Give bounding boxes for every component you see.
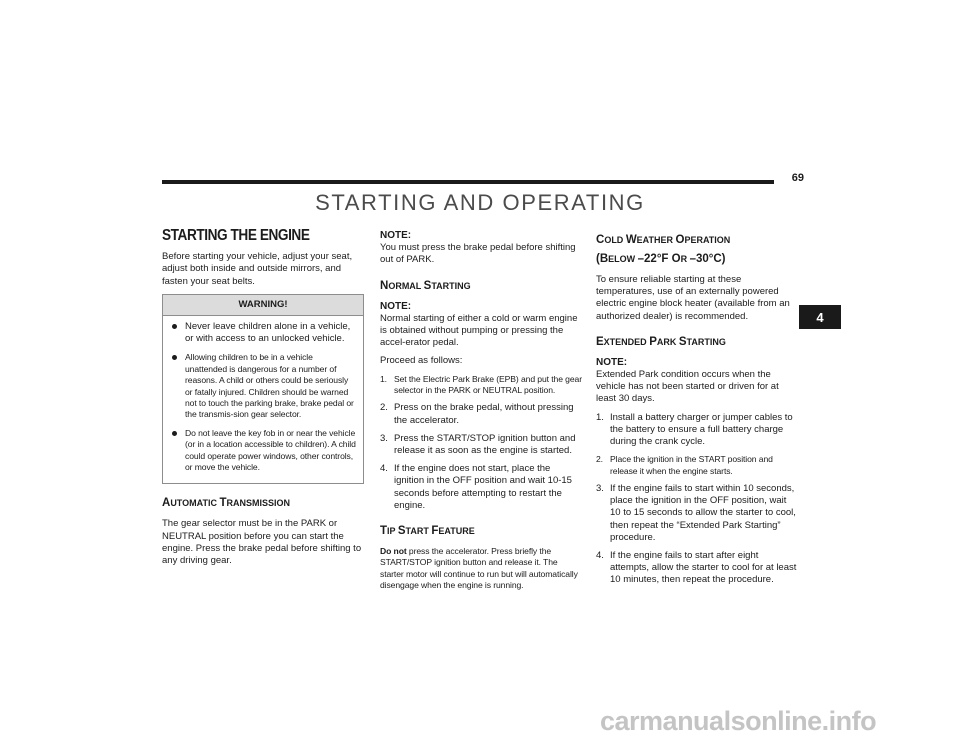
tip-start-text: Do not press the accelerator. Press briefly the START/STOP ignition button and release it. The starter motor will continue to run but will automatically disengage when the engine is running. [380, 546, 578, 591]
subheading-tip-start: TIP START FEATURE [380, 525, 475, 538]
header-rule [162, 180, 774, 184]
extended-park-steps [596, 412, 798, 587]
chapter-title: STARTING AND OPERATING [315, 190, 645, 215]
note-label: NOTE: [380, 230, 412, 241]
list-item: 1. Install a battery charger or jumper cables to the battery to ensure a full battery charge during the crank cycle. [596, 411, 793, 448]
bullet-icon [172, 324, 177, 329]
page-number: 69 [791, 172, 804, 184]
section-heading-starting-engine: STARTING THE ENGINE [162, 227, 310, 244]
subheading-cold-weather: COLD WEATHER OPERATION [596, 234, 731, 246]
note-label: NOTE: [596, 356, 628, 368]
warning-item: Do not leave the key fob in or near the vehicle (or in a location accessible to children). A child could operate power windows, other controls, or move the vehicle. [169, 428, 357, 474]
column-1 [162, 227, 364, 573]
subheading-automatic-transmission: AUTOMATIC TRANSMISSION [162, 497, 291, 510]
list-item: 3. Press the START/STOP ignition button and release it as soon as the engine is started. [380, 432, 576, 457]
note-label: NOTE: [380, 300, 412, 312]
column-3 [596, 230, 798, 593]
list-item: 4. If the engine fails to start after eight attempts, allow the starter to cool for at least 10 minutes, then repeat the procedure. [596, 550, 797, 586]
bullet-icon [172, 355, 177, 360]
note-normal-starting: NOTE: Normal starting of either a cold or warm engine is obtained without pumping or pressing the accel-erator pedal. [380, 301, 582, 350]
list-item: 2. Press on the brake pedal, without pressing the accelerator. [380, 402, 574, 426]
note-shift-park: NOTE: You must press the brake pedal before shifting out of PARK. [380, 230, 582, 267]
warning-list [163, 316, 363, 483]
cold-weather-text: To ensure reliable starting at these temperatures, use of an externally powered electric engine block heater (available from an authorized dealer) is recommended. [596, 274, 790, 322]
list-item: 1. Set the Electric Park Brake (EPB) and put the gear selector in the PARK or NEUTRAL position. [380, 373, 582, 396]
note-extended-park: NOTE: Extended Park condition occurs when the vehicle has not been started or driven for at least 30 days. [596, 357, 798, 406]
column-2 [380, 230, 582, 598]
subheading-cold-temp: (BELOW –22°F OR –30°C) [596, 253, 726, 265]
list-item: 2. Place the ignition in the START position and release it when the engine starts. [596, 454, 773, 476]
warning-item: Never leave children alone in a vehicle, or with access to an unlocked vehicle. [169, 321, 357, 345]
warning-box [162, 294, 364, 485]
normal-starting-steps [380, 374, 582, 512]
list-item: 4. If the engine does not start, place the ignition in the OFF position and wait 10-15 seconds before attempting to restart the engine. [380, 463, 572, 511]
chapter-tab[interactable]: 4 [799, 305, 841, 329]
warning-title: WARNING! [163, 295, 363, 316]
subheading-normal-starting: NORMAL STARTING [380, 279, 471, 292]
proceed-text: Proceed as follows: [380, 355, 463, 367]
intro-paragraph: Before starting your vehicle, adjust your seat, adjust both inside and outside mirrors, and fasten your seat belts. [162, 251, 353, 287]
bullet-icon [172, 431, 177, 436]
watermark: carmanualsonline.info [600, 706, 877, 736]
automatic-transmission-text: The gear selector must be in the PARK or NEUTRAL position before you can start the engine. Press the brake pedal before shifting to any driving gear. [162, 518, 362, 567]
subheading-extended-park: EXTENDED PARK STARTING [596, 335, 726, 348]
list-item: 3. If the engine fails to start within 10 seconds, place the ignition in the OFF position, wait 10 to 15 seconds to allow the starter to cool, then repeat the “Extended Park Starting” procedure. [596, 483, 796, 543]
warning-item: Allowing children to be in a vehicle unattended is dangerous for a number of reasons. A child or others could be seriously or fatally injured. Children should be warned not to touch the parking brake, brake pedal or the transmis-sion gear selector. [169, 352, 357, 420]
